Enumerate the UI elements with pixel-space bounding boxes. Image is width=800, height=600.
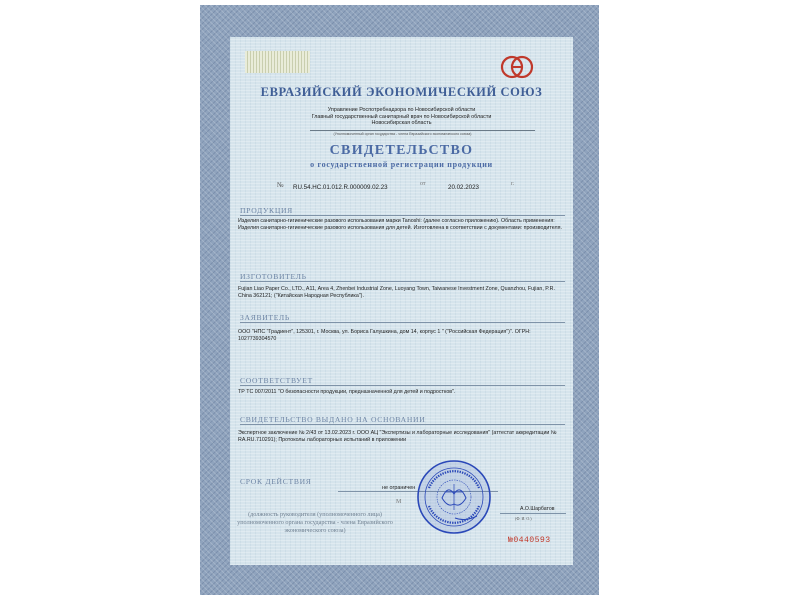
serial-number: №0440593: [508, 536, 551, 545]
registration-number: RU.54.НС.01.012.R.000009.02.23: [293, 184, 388, 191]
registration-date: 20.02.2023: [448, 184, 479, 191]
section-heading-basis: СВИДЕТЕЛЬСТВО ВЫДАНО НА ОСНОВАНИИ: [240, 415, 426, 424]
validity-value: не ограничен: [382, 485, 416, 491]
divider: [240, 281, 565, 282]
document-title: СВИДЕТЕЛЬСТВО: [329, 143, 474, 158]
basis-text: Экспертное заключение № 2/43 от 13.02.2023 г. ООО АЦ "Экспертизы и лабораторные исследования" (аттестат аккредитации № RA.RU.710291); Протоколы лабораторных испытаний в приложении: [238, 430, 557, 444]
divider: [240, 424, 565, 425]
stamp-mark-letter: М: [396, 499, 402, 505]
eaeu-logo-icon: [500, 55, 534, 79]
product-text: Изделия санитарно-гигиенические разового использования марки Tanoshi: (далее согласно приложению). Область применения: Изделия санитарно-гигиенические разового использования для детей. Изготовлена в соответствии с документами: производителя.: [238, 218, 562, 232]
fio-label: (Ф. И. О.): [515, 516, 532, 521]
security-hologram-strip: [245, 51, 310, 73]
section-heading-applicant: ЗАЯВИТЕЛЬ: [240, 313, 290, 322]
date-suffix: г.: [511, 181, 515, 187]
section-heading-product: ПРОДУКЦИЯ: [240, 206, 293, 215]
authority-line: Управление Роспотребнадзора по Новосибирской области: [327, 107, 476, 113]
manufacturer-text: Fujian Liao Paper Co., LTD., A11, Area 4, Zhenbei Industrial Zone, Luoyang Town, Taiwanese Investment Zone, Quanzhou, Fujian, P.R. China 362121; ("Китайская Народная Республика").: [238, 286, 555, 300]
section-heading-compliance: СООТВЕТСТВУЕТ: [240, 376, 313, 385]
section-heading-validity: СРОК ДЕЙСТВИЯ: [240, 477, 312, 486]
divider: [240, 385, 565, 386]
authority-note: (Уполномоченный орган государства - члена Евразийского экономического союза): [333, 132, 472, 136]
authority-position-caption: (должность руководителя (уполномоченного лица) уполномоченного органа государства - члена Евразийского экономического союза): [237, 511, 393, 534]
compliance-text: ТР ТС 007/2011 "О безопасности продукции, предназначенной для детей и подростков".: [238, 389, 456, 395]
signatory-name: А.О.Шарбатов: [520, 506, 555, 512]
issuing-authority: [230, 107, 573, 127]
certificate-paper: [230, 37, 573, 565]
divider: [310, 130, 535, 131]
document-subtitle: о государственной регистрации продукции: [310, 160, 493, 169]
number-label: №: [277, 181, 284, 189]
section-heading-manufacturer: ИЗГОТОВИТЕЛЬ: [240, 272, 307, 281]
divider: [240, 322, 565, 323]
authority-line: Главный государственный санитарный врач по Новосибирской области: [311, 113, 492, 120]
divider: [240, 215, 565, 216]
certificate-border: [200, 5, 599, 595]
date-prefix: от: [420, 181, 426, 187]
signature-line: [500, 513, 566, 514]
union-title: ЕВРАЗИЙСКИЙ ЭКОНОМИЧЕСКИЙ СОЮЗ: [260, 85, 543, 99]
official-seal-icon: [415, 458, 493, 536]
authority-line: Новосибирская область: [371, 120, 432, 127]
applicant-text: ООО "НПС "Градиент", 125301, г. Москва, ул. Бориса Галушкина, дом 14, корпус 1 " ("Российская Федерация")". ОГРН: 1027739304570: [238, 329, 531, 343]
